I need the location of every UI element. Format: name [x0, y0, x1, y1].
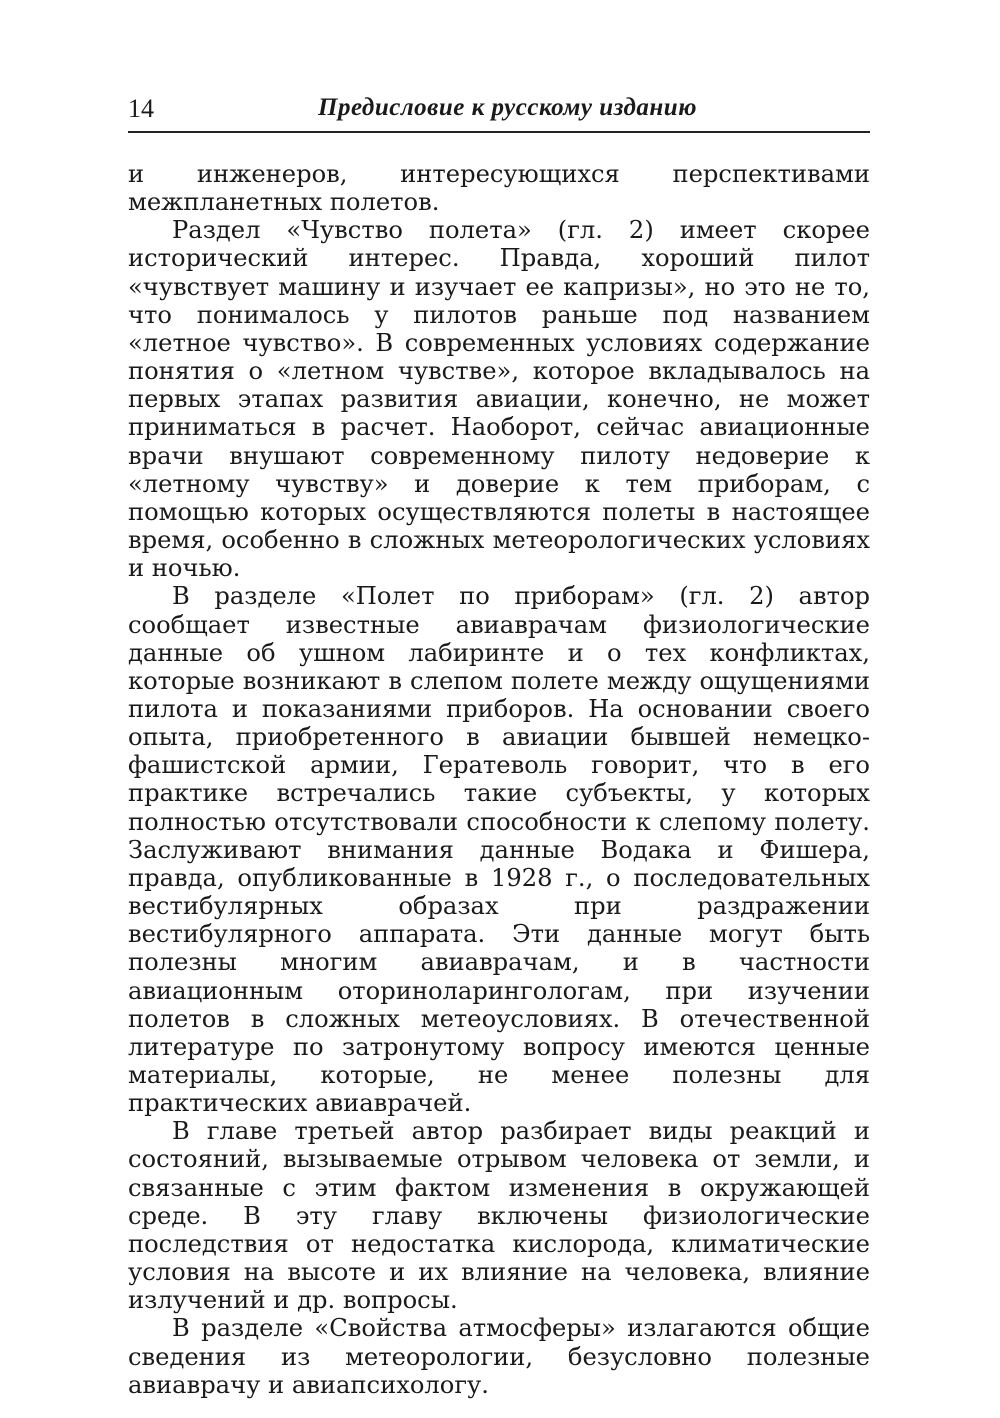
paragraph-flight-feeling: Раздел «Чувство полета» (гл. 2) имеет скорее исторический интерес. Правда, хороший пилот «чувствует машину и изучает ее капризы», но это не то, что понималось у пилотов раньше под названием «летное чувство». В современных условиях содержание понятия о «летном чувстве», которое вкладывалось на первых этапах развития авиации, конечно, не может приниматься в расчет. Наоборот, сейчас авиационные врачи внушают современному пилоту недоверие к «летному чувству» и доверие к тем приборам, с помощью которых осуществляются полеты в настоящее время, особенно в сложных метеорологических условиях и ночью.: [128, 216, 870, 583]
paragraph-chapter-three: В главе третьей автор разбирает виды реакций и состояний, вызываемые отрывом человека от земли, и связанные с этим фактом изменения в окружающей среде. В эту главу включены физиологические последствия от недостатка кислорода, климатические условия на высоте и их влияние на человека, влияние излучений и др. вопросы.: [128, 1117, 870, 1315]
header-rule: [128, 131, 870, 133]
running-title: Предисловие к русскому изданию: [318, 94, 697, 121]
page-number: 14: [128, 94, 154, 123]
paragraph-instrument-flight: В разделе «Полет по приборам» (гл. 2) автор сообщает известные авиаврачам физиологические данные об ушном лабиринте и о тех конфликтах, которые возникают в слепом полете между ощущениями пилота и показаниями приборов. На основании своего опыта, приобретенного в авиации бывшей немецко-фашистской армии, Гератеволь говорит, что в его практике встречались такие субъекты, у которых полностью отсутствовали способности к слепому полету. Заслуживают внимания данные Водака и Фишера, правда, опубликованные в 1928 г., о последовательных вестибулярных образах при раздражении вестибулярного аппарата. Эти данные могут быть полезны многим авиаврачам, и в частности авиационным оториноларингологам, при изучении полетов в сложных метеоусловиях. В отечественной литературе по затронутому вопросу имеются ценные материалы, которые, не менее полезны для практических авиаврачей.: [128, 582, 870, 1118]
body-text: [128, 160, 870, 1399]
paragraph-atmosphere: В разделе «Свойства атмосферы» излагаются общие сведения из метеорологии, безусловно полезные авиаврачу и авиапсихологу.: [128, 1314, 870, 1399]
page-header: [128, 90, 870, 134]
paragraph-continuation: и инженеров, интересующихся перспективами межпланетных полетов.: [128, 160, 870, 217]
